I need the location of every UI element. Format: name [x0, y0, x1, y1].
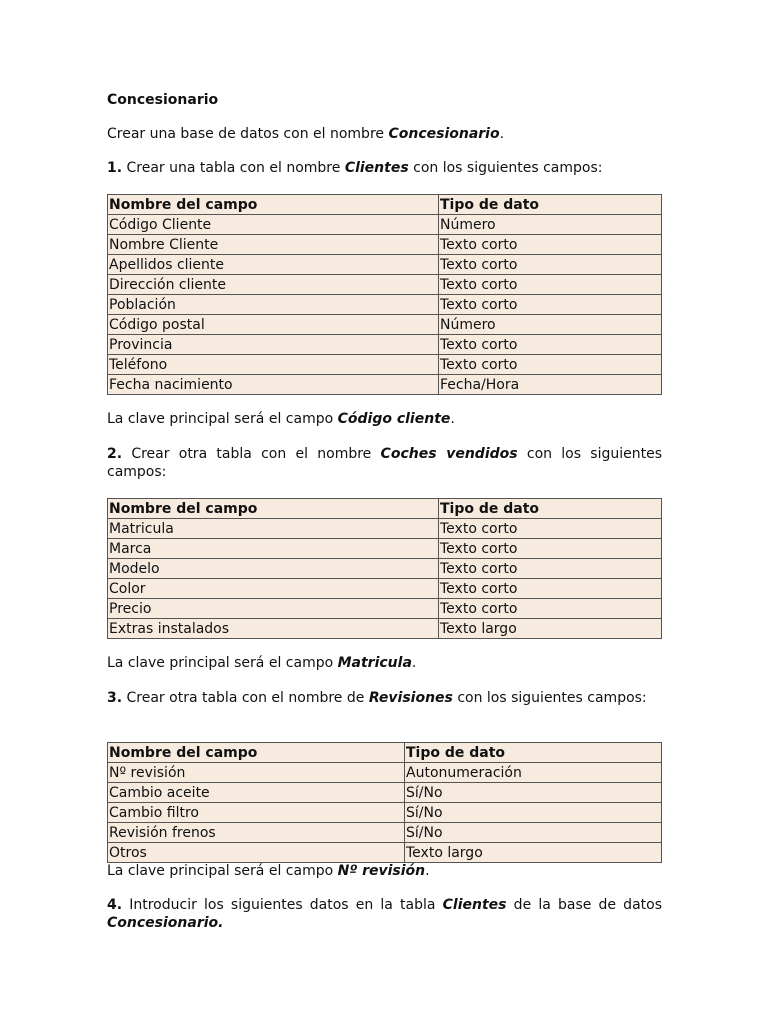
table-row: [108, 539, 662, 559]
cell-data-type: Fecha/Hora: [439, 375, 662, 395]
key-1-paragraph: [107, 410, 662, 428]
step-1-keyword: Clientes: [344, 160, 409, 176]
step-1-number: 1.: [107, 160, 123, 176]
intro-keyword: Concesionario: [388, 126, 500, 142]
coches-vendidos-table: [107, 498, 662, 639]
cell-field-name: Población: [108, 295, 439, 315]
cell-data-type: Sí/No: [405, 823, 662, 843]
cell-data-type: Texto corto: [439, 599, 662, 619]
table-row: [108, 275, 662, 295]
cell-field-name: Teléfono: [108, 355, 439, 375]
cell-data-type: Texto corto: [439, 295, 662, 315]
table-row: [108, 215, 662, 235]
cell-field-name: Cambio aceite: [108, 783, 405, 803]
cell-data-type: Texto corto: [439, 255, 662, 275]
table-row: [108, 335, 662, 355]
intro-text: Crear una base de datos con el nombre: [107, 126, 389, 142]
table-row: [108, 559, 662, 579]
table-header-row: [108, 195, 662, 215]
header-data-type: Tipo de dato: [405, 743, 662, 763]
step-3-keyword: Revisiones: [368, 690, 453, 706]
cell-field-name: Nombre Cliente: [108, 235, 439, 255]
cell-data-type: Número: [439, 315, 662, 335]
step-1-paragraph: [107, 159, 662, 177]
cell-field-name: Extras instalados: [108, 619, 439, 639]
table-header-row: [108, 743, 662, 763]
key-3-paragraph: [107, 862, 662, 880]
header-data-type: Tipo de dato: [439, 499, 662, 519]
cell-field-name: Revisión frenos: [108, 823, 405, 843]
table-row: [108, 783, 662, 803]
key-3-end: .: [425, 863, 430, 879]
step-4-paragraph: [107, 896, 662, 932]
key-2-end: .: [411, 655, 417, 671]
cell-field-name: Marca: [108, 539, 439, 559]
cell-field-name: Provincia: [108, 335, 439, 355]
cell-field-name: Código postal: [108, 315, 439, 335]
cell-field-name: Código Cliente: [108, 215, 439, 235]
cell-data-type: Sí/No: [405, 803, 662, 823]
step-4-mid: de la base de datos: [506, 897, 662, 913]
step-4-keyword: Clientes: [442, 897, 507, 913]
step-3-paragraph: [107, 689, 662, 707]
table-row: [108, 315, 662, 335]
table-row: [108, 803, 662, 823]
step-4-number: 4.: [107, 897, 123, 913]
step-1-end: con los siguientes campos:: [408, 160, 603, 176]
key-2-paragraph: [107, 654, 662, 672]
cell-field-name: Cambio filtro: [108, 803, 405, 823]
cell-field-name: Matricula: [108, 519, 439, 539]
step-1-text: Crear una tabla con el nombre: [122, 160, 345, 176]
cell-data-type: Texto corto: [439, 335, 662, 355]
cell-data-type: Texto corto: [439, 235, 662, 255]
key-1-keyword: Código cliente: [337, 411, 451, 427]
table-row: [108, 519, 662, 539]
table-row: [108, 355, 662, 375]
step-3-number: 3.: [107, 690, 123, 706]
header-field-name: Nombre del campo: [108, 195, 439, 215]
table-row: [108, 619, 662, 639]
table-row: [108, 599, 662, 619]
step-2-end: con los siguientes campos:: [107, 446, 662, 480]
table-header-row: [108, 499, 662, 519]
cell-field-name: Fecha nacimiento: [108, 375, 439, 395]
header-field-name: Nombre del campo: [108, 499, 439, 519]
cell-field-name: Nº revisión: [108, 763, 405, 783]
revisiones-table: [107, 742, 662, 863]
table-row: [108, 843, 662, 863]
key-2-keyword: Matricula: [337, 655, 412, 671]
header-field-name: Nombre del campo: [108, 743, 405, 763]
cell-data-type: Texto corto: [439, 355, 662, 375]
intro-end: .: [499, 126, 505, 142]
cell-field-name: Color: [108, 579, 439, 599]
cell-data-type: Texto corto: [439, 559, 662, 579]
cell-data-type: Texto corto: [439, 579, 662, 599]
cell-data-type: Autonumeración: [405, 763, 662, 783]
document-title: Concesionario: [107, 92, 219, 108]
table-row: [108, 255, 662, 275]
cell-field-name: Precio: [108, 599, 439, 619]
step-2-paragraph: [107, 445, 662, 481]
header-data-type: Tipo de dato: [439, 195, 662, 215]
cell-data-type: Texto corto: [439, 519, 662, 539]
cell-field-name: Otros: [108, 843, 405, 863]
cell-field-name: Apellidos cliente: [108, 255, 439, 275]
step-3-text: Crear otra tabla con el nombre de: [122, 690, 369, 706]
key-2-text: La clave principal será el campo: [107, 655, 338, 671]
cell-data-type: Texto corto: [439, 539, 662, 559]
table-row: [108, 763, 662, 783]
table-row: [108, 579, 662, 599]
step-2-number: 2.: [107, 446, 123, 462]
step-2-keyword: Coches vendidos: [380, 446, 518, 462]
step-4-keyword-2: Concesionario.: [107, 915, 224, 931]
key-3-text: La clave principal será el campo: [107, 863, 338, 879]
step-2-text: Crear otra tabla con el nombre: [122, 446, 381, 462]
cell-data-type: Texto largo: [439, 619, 662, 639]
table-row: [108, 295, 662, 315]
cell-field-name: Dirección cliente: [108, 275, 439, 295]
cell-data-type: Sí/No: [405, 783, 662, 803]
clientes-table: [107, 194, 662, 395]
table-row: [108, 375, 662, 395]
table-row: [108, 235, 662, 255]
key-1-text: La clave principal será el campo: [107, 411, 338, 427]
cell-data-type: Número: [439, 215, 662, 235]
cell-data-type: Texto corto: [439, 275, 662, 295]
table-row: [108, 823, 662, 843]
key-1-end: .: [450, 411, 455, 427]
cell-data-type: Texto largo: [405, 843, 662, 863]
key-3-keyword: Nº revisión: [337, 863, 426, 879]
intro-paragraph: [107, 125, 662, 143]
step-4-text: Introducir los siguientes datos en la tabla: [122, 897, 443, 913]
cell-field-name: Modelo: [108, 559, 439, 579]
step-3-end: con los siguientes campos:: [452, 690, 647, 706]
